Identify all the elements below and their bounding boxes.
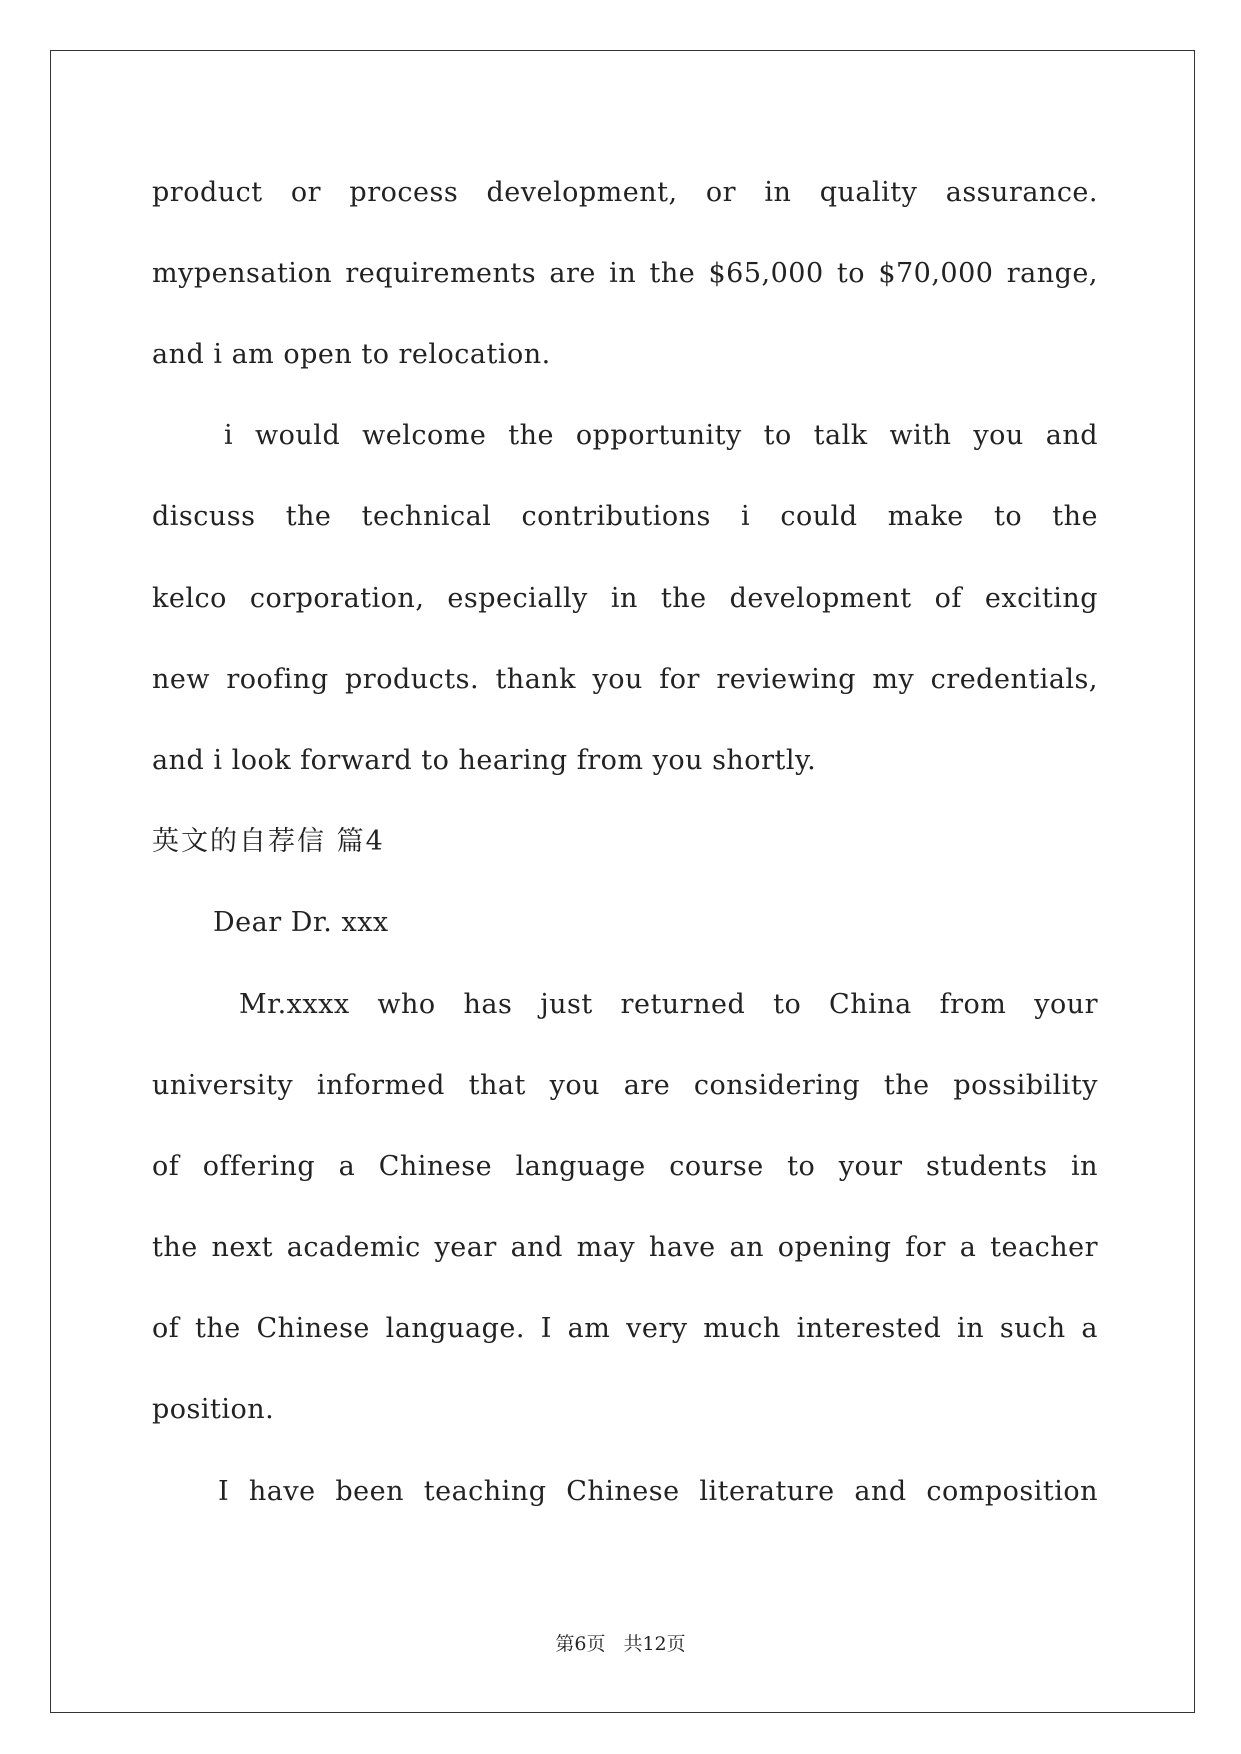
body-line: new roofing products. thank you for reviewing my credentials, [152,664,1098,695]
salutation: Dear Dr. xxx [213,907,389,938]
body-line: discuss the technical contributions i could make to the [152,501,1098,532]
body-line: and i am open to relocation. [152,339,551,370]
body-line: kelco corporation, especially in the development of exciting [152,583,1098,614]
body-line: and i look forward to hearing from you shortly. [152,745,817,776]
body-line: of offering a Chinese language course to your students in [152,1151,1098,1182]
body-line: university informed that you are considering the possibility [152,1070,1098,1101]
page-number-total: 共12页 [623,1633,686,1655]
paragraph-first-line: Mr.xxxx who has just returned to China from your [239,989,1098,1020]
body-line: position. [152,1394,275,1425]
body-line: of the Chinese language. I am very much interested in such a [152,1313,1098,1344]
section-heading: 英文的自荐信 篇4 [152,826,385,857]
body-line: the next academic year and may have an opening for a teacher [152,1232,1098,1263]
body-line: mypensation requirements are in the $65,000 to $70,000 range, [152,258,1098,289]
page-border [50,50,1195,1713]
paragraph-first-line: i would welcome the opportunity to talk with you and [224,420,1098,451]
paragraph-first-line: I have been teaching Chinese literature and composition [218,1476,1098,1507]
page-footer [0,1632,1241,1656]
body-line: product or process development, or in quality assurance. [152,177,1098,208]
page-number-current: 第6页 [555,1633,606,1655]
